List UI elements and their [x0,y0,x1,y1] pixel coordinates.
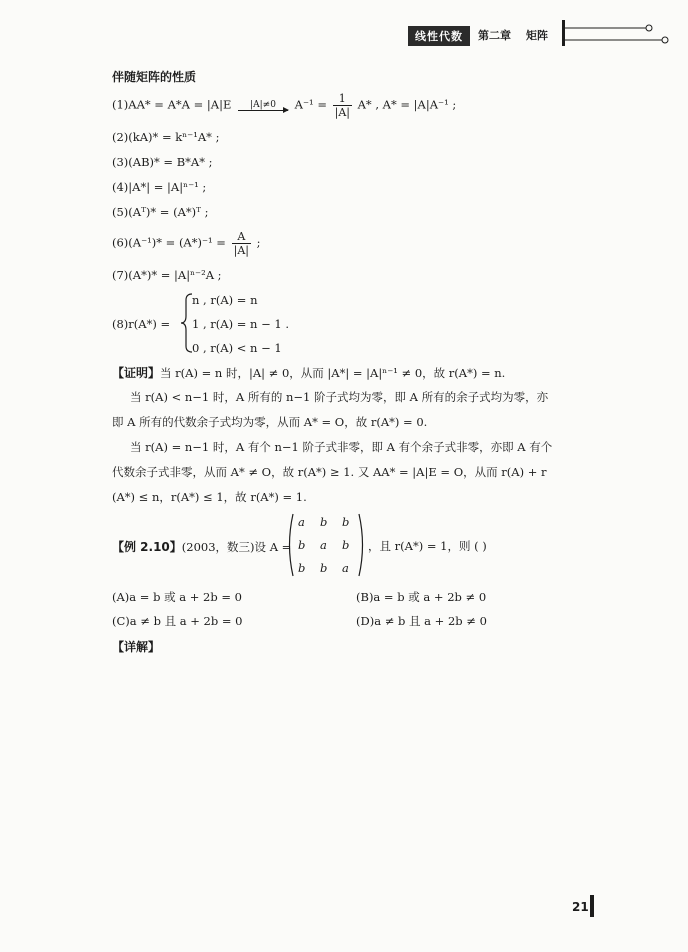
matrix-cell: a [342,561,349,575]
example-tail: ，且 r(A*) = 1，则 ( ) [368,539,487,553]
property-1-rhs: A* , A* = |A|A⁻¹ ; [357,97,457,112]
property-1 [112,92,456,119]
property-4: (4)|A*| = |A|ⁿ⁻¹ ; [112,180,207,194]
matrix-cell: b [298,538,306,552]
matrix-cell: b [342,515,350,529]
property-6-end: ; [256,235,261,250]
matrix-cell: b [342,538,350,552]
matrix-cell: b [320,561,328,575]
option-a: (A)a = b 或 a + 2b = 0 [112,590,242,604]
property-1-lhs: (1)AA* = A*A = |A|E [112,97,232,112]
proof-line-6: (A*) ≤ n，r(A*) ≤ 1，故 r(A*) = 1. [112,490,307,504]
section-title: 伴随矩阵的性质 [112,70,197,84]
solution-label: 【详解】 [112,640,161,654]
fraction [232,230,251,257]
fraction-numerator: 1 [333,92,352,106]
page-marker-bar [590,895,594,917]
matrix-cell: a [298,515,305,529]
proof-label: 【证明】 [112,366,161,380]
property-6-lhs: (6)(A⁻¹)* = (A*)⁻¹ = [112,235,226,250]
property-5: (5)(Aᵀ)* = (A*)ᵀ ; [112,205,209,219]
arrow-condition: |A|≠0 [250,100,276,110]
book-tag: 线性代数 [408,26,470,46]
implies-arrow [238,100,288,111]
example-source: (2003，数三)设 A = [181,540,292,554]
option-b: (B)a = b 或 a + 2b ≠ 0 [356,590,487,604]
rank-case-2: 1 , r(A) = n − 1 . [192,317,289,331]
matrix-cell: a [320,538,327,552]
property-8-label: (8)r(A*) = [112,317,171,331]
chapter-label: 第二章 [478,29,511,42]
header-ornament-icon [562,20,672,50]
proof-line-4: 当 r(A) = n−1 时，A 有个 n−1 阶子式非零，即 A 有个余子式非零，亦即 A 有个 [130,440,553,454]
example-stem [112,538,291,555]
page-number: 21 [572,900,589,914]
property-7: (7)(A*)* = |A|ⁿ⁻²A ; [112,268,222,282]
option-c: (C)a ≠ b 且 a + 2b = 0 [112,614,243,628]
running-header [0,24,688,46]
proof-line-2: 当 r(A) < n−1 时，A 所有的 n−1 阶子式均为零，即 A 所有的余子式均为零，亦 [130,390,549,404]
fraction [333,92,352,119]
rank-case-1: n , r(A) = n [192,293,258,307]
property-3: (3)(AB)* = B*A* ; [112,155,213,169]
proof-line-5: 代数余子式非零，从而 A* ≠ O，故 r(A*) ≥ 1. 又 AA* = |A|E = O，从而 r(A) + r [112,465,547,479]
proof-line-1 [112,364,505,381]
fraction-numerator: A [232,230,251,244]
matrix-cell: b [320,515,328,529]
property-6 [112,230,261,257]
matrix-cell: b [298,561,306,575]
property-1-inverse: A⁻¹ = [294,97,327,112]
proof-text-1: 当 r(A) = n 时，|A| ≠ 0，从而 |A*| = |A|ⁿ⁻¹ ≠ 0，故 r(A*) = n. [160,366,506,380]
fraction-denominator: |A| [334,106,350,119]
fraction-denominator: |A| [233,244,249,257]
example-label: 【例 2.10】 [112,540,182,554]
rank-case-3: 0 , r(A) < n − 1 [192,341,282,355]
arrow-shaft [238,110,288,111]
option-d: (D)a ≠ b 且 a + 2b ≠ 0 [356,614,487,628]
property-2: (2)(kA)* = kⁿ⁻¹A* ; [112,130,220,144]
proof-line-3: 即 A 所有的代数余子式均为零，从而 A* = O，故 r(A*) = 0. [112,415,428,429]
chapter-subject: 矩阵 [526,29,548,42]
